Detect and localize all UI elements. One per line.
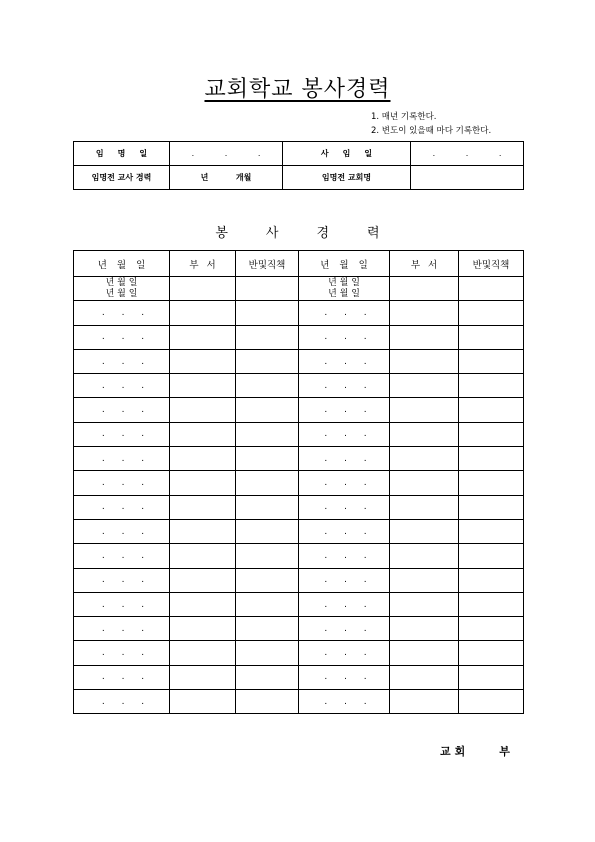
dept-cell-right[interactable] [390,519,459,543]
dept-cell-right[interactable] [390,325,459,349]
date-cell-left[interactable]: . . . [74,641,170,665]
date-cell-left[interactable]: . . . [74,495,170,519]
page-title: 교회학교 봉사경력 [204,77,391,102]
date-cell-left[interactable]: . . . [74,471,170,495]
date-cell-left[interactable]: . . . [74,617,170,641]
role-cell-left[interactable] [236,641,299,665]
date-cell-right[interactable]: . . . [299,568,390,592]
table-row [74,495,524,519]
date-cell-right[interactable]: . . . [299,349,390,373]
note-2: 2. 변도이 있을때 마다 기록한다. [371,126,492,136]
table-row [74,374,524,398]
table-row [74,568,524,592]
role-cell-right[interactable] [459,325,524,349]
dept-cell-left[interactable] [170,665,236,689]
table-row [74,544,524,568]
date-cell-right[interactable] [299,277,390,301]
date-line: 년 월 일 [105,277,138,288]
dept-cell-right[interactable] [390,422,459,446]
years-label: 년 [200,173,209,182]
date-cell-right[interactable]: . . . [299,398,390,422]
table-row [74,325,524,349]
footer [440,743,514,759]
service-body [74,277,524,714]
info-table [73,141,524,190]
date-cell-right[interactable]: . . . [299,471,390,495]
table-row [74,349,524,373]
dept-cell-left[interactable] [170,519,236,543]
dept-cell-right[interactable] [390,665,459,689]
prior-church-value[interactable] [411,166,524,190]
date-cell-left[interactable]: . . . [74,325,170,349]
dept-cell-right[interactable] [390,641,459,665]
table-row [74,422,524,446]
table-row [74,617,524,641]
resignation-date-label: 사임일 [283,142,411,166]
page-title-wrap [0,72,595,103]
role-cell-left[interactable] [236,301,299,325]
role-cell-left[interactable] [236,592,299,616]
table-row [74,398,524,422]
service-history-table [73,250,524,714]
role-cell-left[interactable] [236,568,299,592]
months-label: 개월 [235,173,252,182]
table-row [74,301,524,325]
appointment-date-value[interactable]: . . . [170,142,283,166]
dept-cell-right[interactable] [390,544,459,568]
footer-dept-label: 부 [499,745,514,758]
role-cell-right[interactable] [459,447,524,471]
date-cell-left[interactable]: . . . [74,349,170,373]
prior-teaching-value[interactable] [170,166,283,190]
role-cell-right[interactable] [459,617,524,641]
date-cell-left[interactable]: . . . [74,544,170,568]
dept-cell-right[interactable] [390,690,459,714]
table-row [74,447,524,471]
role-cell-right[interactable] [459,690,524,714]
role-cell-right[interactable] [459,374,524,398]
role-cell-right[interactable] [459,398,524,422]
dept-cell-right[interactable] [390,471,459,495]
date-cell-left[interactable]: . . . [74,374,170,398]
table-row [74,665,524,689]
notes [371,110,491,138]
dept-cell-left[interactable] [170,325,236,349]
role-cell-right[interactable] [459,277,524,301]
service-header-row [74,251,524,277]
role-cell-left[interactable] [236,277,299,301]
role-cell-left[interactable] [236,325,299,349]
role-cell-right[interactable] [459,592,524,616]
role-cell-left[interactable] [236,349,299,373]
role-cell-right[interactable] [459,641,524,665]
dept-cell-right[interactable] [390,617,459,641]
table-row [74,592,524,616]
table-row [74,471,524,495]
dept-cell-right[interactable] [390,301,459,325]
role-cell-left[interactable] [236,398,299,422]
appointment-date-label: 임명일 [74,142,170,166]
section-title: 봉사경력 [215,226,418,241]
role-cell-right[interactable] [459,519,524,543]
role-cell-right[interactable] [459,665,524,689]
info-row-2 [74,166,524,190]
role-cell-right[interactable] [459,544,524,568]
role-cell-left[interactable] [236,471,299,495]
dept-cell-left[interactable] [170,568,236,592]
role-cell-left[interactable] [236,544,299,568]
dept-cell-right[interactable] [390,495,459,519]
date-line: 년 월 일 [328,288,360,299]
dept-cell-left[interactable] [170,398,236,422]
header-date-right: 년월일 [299,251,390,277]
role-cell-left[interactable] [236,374,299,398]
table-row [74,277,524,301]
date-cell-left[interactable]: . . . [74,568,170,592]
prior-teaching-label: 임명전 교사 경력 [74,166,170,190]
dept-cell-left[interactable] [170,690,236,714]
date-cell-right[interactable]: . . . [299,422,390,446]
dept-cell-right[interactable] [390,277,459,301]
role-cell-left[interactable] [236,617,299,641]
role-cell-right[interactable] [459,422,524,446]
date-cell-right[interactable]: . . . [299,641,390,665]
role-cell-left[interactable] [236,519,299,543]
role-cell-right[interactable] [459,568,524,592]
dept-cell-left[interactable] [170,617,236,641]
date-cell-right[interactable]: . . . [299,544,390,568]
header-dept-right: 부서 [390,251,459,277]
date-cell-right[interactable]: . . . [299,495,390,519]
dept-cell-left[interactable] [170,277,236,301]
role-cell-left[interactable] [236,690,299,714]
dept-cell-right[interactable] [390,398,459,422]
date-cell-right[interactable]: . . . [299,519,390,543]
role-cell-left[interactable] [236,422,299,446]
dept-cell-left[interactable] [170,374,236,398]
table-row [74,641,524,665]
dept-cell-right[interactable] [390,349,459,373]
note-1: 1. 매년 기록한다. [371,112,437,122]
dept-cell-right[interactable] [390,374,459,398]
footer-church-label: 교회 [440,745,470,758]
info-row-1 [74,142,524,166]
dept-cell-left[interactable] [170,422,236,446]
dept-cell-left[interactable] [170,471,236,495]
dept-cell-left[interactable] [170,641,236,665]
table-row [74,519,524,543]
date-cell-left[interactable] [74,277,170,301]
role-cell-left[interactable] [236,447,299,471]
header-role-right: 반및직책 [459,251,524,277]
header-dept-left: 부서 [170,251,236,277]
date-cell-left[interactable]: . . . [74,592,170,616]
date-cell-left[interactable]: . . . [74,690,170,714]
date-cell-left[interactable]: . . . [74,398,170,422]
dept-cell-right[interactable] [390,592,459,616]
date-line: 년 월 일 [105,288,138,299]
date-cell-left[interactable]: . . . [74,519,170,543]
header-role-left: 반및직책 [236,251,299,277]
dept-cell-left[interactable] [170,349,236,373]
dept-cell-left[interactable] [170,495,236,519]
role-cell-left[interactable] [236,665,299,689]
date-cell-left[interactable]: . . . [74,422,170,446]
header-date-left: 년월일 [74,251,170,277]
date-cell-left[interactable]: . . . [74,665,170,689]
date-cell-right[interactable]: . . . [299,447,390,471]
role-cell-right[interactable] [459,495,524,519]
date-cell-right[interactable]: . . . [299,690,390,714]
date-cell-left[interactable]: . . . [74,447,170,471]
role-cell-right[interactable] [459,349,524,373]
resignation-date-value[interactable]: . . . [411,142,524,166]
date-cell-right[interactable]: . . . [299,374,390,398]
dept-cell-left[interactable] [170,301,236,325]
dept-cell-left[interactable] [170,592,236,616]
dept-cell-right[interactable] [390,568,459,592]
dept-cell-left[interactable] [170,447,236,471]
dept-cell-left[interactable] [170,544,236,568]
date-cell-right[interactable]: . . . [299,325,390,349]
dept-cell-right[interactable] [390,447,459,471]
date-cell-right[interactable]: . . . [299,665,390,689]
date-cell-right[interactable]: . . . [299,592,390,616]
role-cell-left[interactable] [236,495,299,519]
date-line: 년 월 일 [328,277,360,288]
date-cell-right[interactable]: . . . [299,617,390,641]
date-cell-right[interactable]: . . . [299,301,390,325]
prior-church-label: 임명전 교회명 [283,166,411,190]
role-cell-right[interactable] [459,471,524,495]
role-cell-right[interactable] [459,301,524,325]
table-row [74,690,524,714]
date-cell-left[interactable]: . . . [74,301,170,325]
